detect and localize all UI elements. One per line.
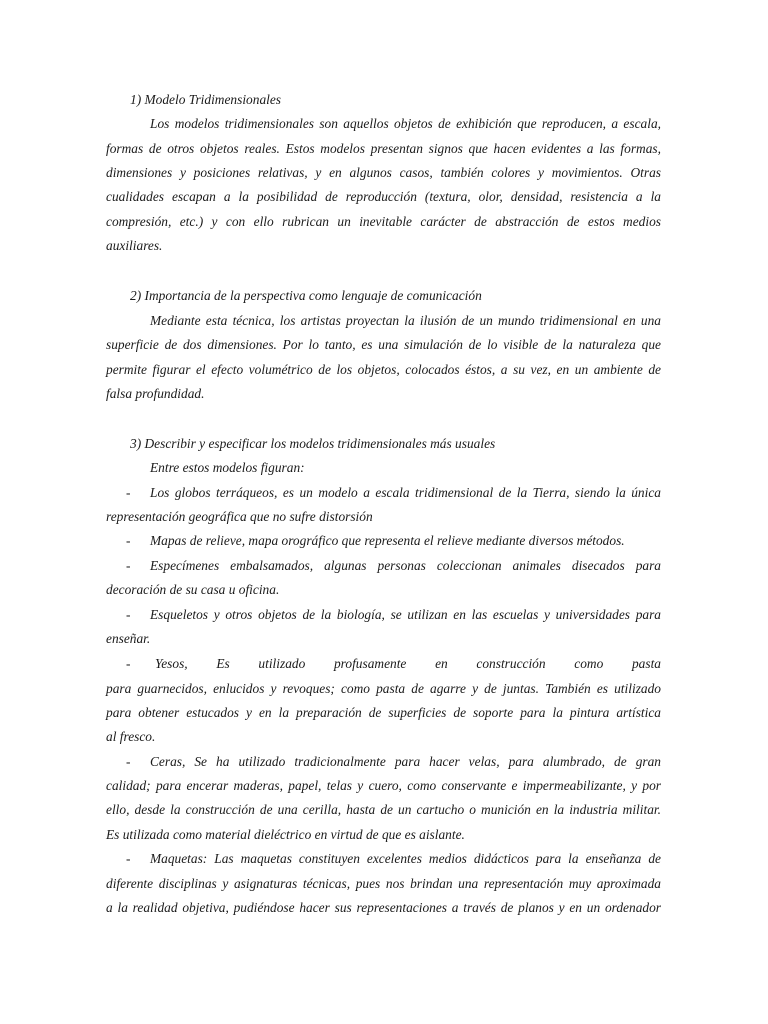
paragraph-line: superficie de dos dimensiones. Por lo tanto, es una simulación de lo visible de la naturaleza que (106, 337, 661, 352)
section-3-heading: 3) Describir y especificar los modelos tridimensionales más usuales (130, 436, 496, 451)
paragraph-line: dimensiones y posiciones relativas, y en algunos casos, también colores y movimientos. Otras (106, 165, 661, 180)
section-3-intro: Entre estos modelos figuran: (150, 460, 305, 475)
list-item-line: para obtener estucados y en la preparación de superficies de soporte para la pintura artística (106, 705, 661, 720)
list-dash: - (126, 607, 131, 622)
list-item-line: para guarnecidos, enlucidos y revoques; como pasta de agarre y de juntas. También es utilizado (106, 681, 661, 696)
list-item-line: ello, desde la construcción de una cerilla, hasta de un cartucho o munición en la industria militar. (106, 802, 661, 817)
list-item-line: calidad; para encerar maderas, papel, telas y cuero, como conservante e impermeabilizante, y por (106, 778, 661, 793)
list-dash: - (126, 558, 131, 573)
paragraph-line: cualidades escapan a la posibilidad de reproducción (textura, olor, densidad, resistencia a la (106, 189, 661, 204)
list-dash: - (126, 851, 131, 866)
paragraph-line: Mediante esta técnica, los artistas proyectan la ilusión de un mundo tridimensional en una (150, 313, 661, 328)
list-item-line: enseñar. (106, 631, 151, 646)
section-1-heading: 1) Modelo Tridimensionales (130, 92, 282, 107)
list-dash: - (126, 656, 131, 671)
paragraph-line: auxiliares. (106, 238, 163, 253)
list-item-line: Especímenes embalsamados, algunas personas coleccionan animales disecados para (150, 558, 661, 573)
list-item-line: Ceras, Se ha utilizado tradicionalmente para hacer velas, para alumbrado, de gran (150, 754, 661, 769)
list-item-line: a la realidad objetiva, pudiéndose hacer sus representaciones a través de planos y en un ordenador (106, 900, 661, 915)
list-item-line: al fresco. (106, 729, 156, 744)
list-item-line: representación geográfica que no sufre distorsión (106, 509, 373, 524)
list-item-line: Yesos, Es utilizado profusamente en construcción como pasta (155, 656, 661, 671)
list-item-line: Mapas de relieve, mapa orográfico que representa el relieve mediante diversos métodos. (150, 533, 625, 548)
paragraph-line: compresión, etc.) y con ello rubrican un inevitable carácter de abstracción de estos medios (106, 214, 661, 229)
list-dash: - (126, 754, 131, 769)
paragraph-line: falsa profundidad. (106, 386, 205, 401)
list-dash: - (126, 485, 131, 500)
section-2-heading: 2) Importancia de la perspectiva como lenguaje de comunicación (130, 288, 482, 303)
list-dash: - (126, 533, 131, 548)
paragraph-line: permite figurar el efecto volumétrico de los objetos, colocados éstos, a su vez, en un ambiente de (106, 362, 661, 377)
paragraph-line: formas de otros objetos reales. Estos modelos presentan signos que hacen evidentes a las formas, (106, 141, 661, 156)
list-item-line: Es utilizada como material dieléctrico en virtud de que es aislante. (106, 827, 465, 842)
list-item-line: diferente disciplinas y asignaturas técnicas, pues nos brindan una representación muy aproximada (106, 876, 661, 891)
list-item-line: Esqueletos y otros objetos de la biología, se utilizan en las escuelas y universidades para (150, 607, 661, 622)
list-item-line: decoración de su casa u oficina. (106, 582, 280, 597)
list-item-line: Maquetas: Las maquetas constituyen excelentes medios didácticos para la enseñanza de (150, 851, 661, 866)
list-item-line: Los globos terráqueos, es un modelo a escala tridimensional de la Tierra, siendo la única (150, 485, 661, 500)
paragraph-line: Los modelos tridimensionales son aquellos objetos de exhibición que reproducen, a escala, (150, 116, 661, 131)
